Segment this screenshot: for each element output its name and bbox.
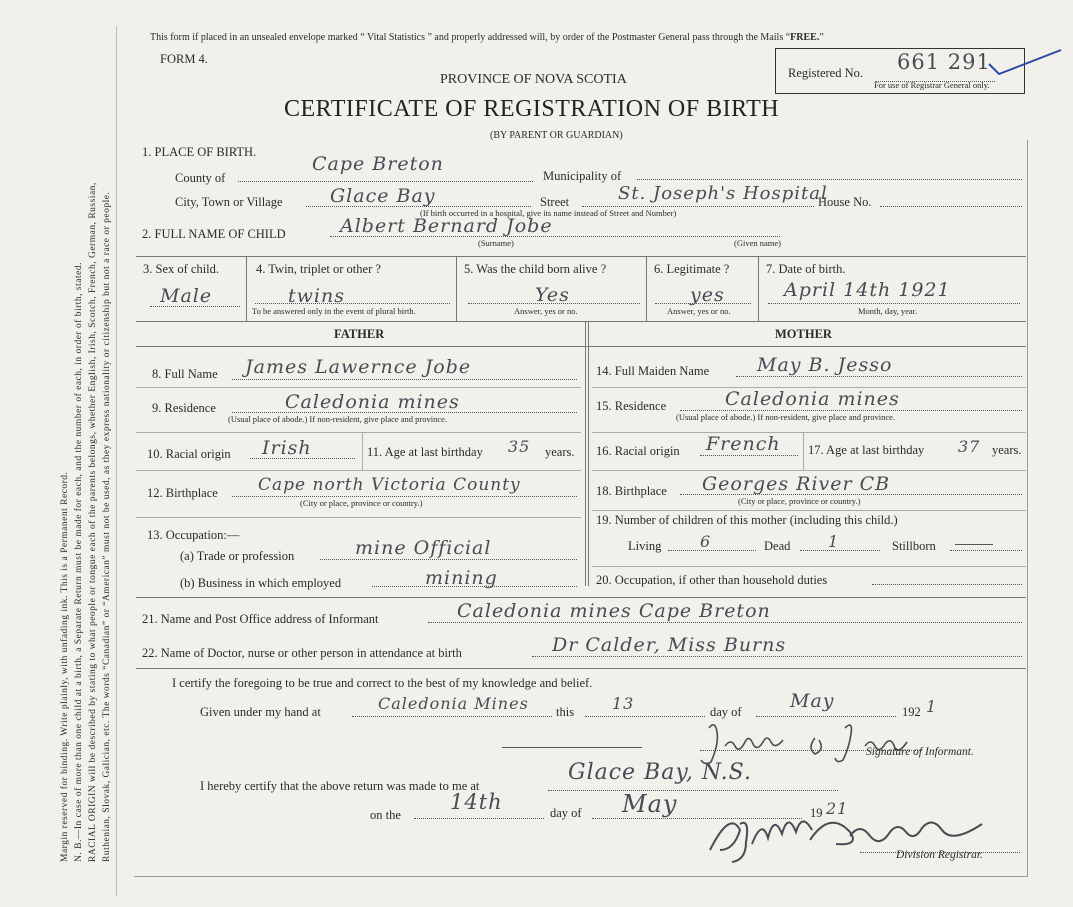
- father-occupation-label: 13. Occupation:—: [147, 528, 240, 542]
- county-line: [238, 181, 533, 182]
- mother-age-divider: [803, 432, 804, 470]
- given-name-caption: (Given name): [734, 238, 781, 248]
- registrar-place: Glace Bay, N.S.: [568, 760, 752, 785]
- mother-row-rule-4: [592, 510, 1026, 511]
- mother-heading: MOTHER: [775, 327, 832, 341]
- father-birthplace-line: [232, 496, 577, 497]
- street-label: Street: [540, 195, 570, 209]
- municipality-label: Municipality of: [543, 169, 622, 183]
- sex-line: [150, 306, 240, 307]
- mother-birthplace-note: (City or place, province or country.): [738, 496, 861, 506]
- registrar-title: Division Registrar.: [896, 849, 983, 861]
- father-residence-note: (Usual place of abode.) If non-resident, give place and province.: [228, 414, 448, 424]
- margin-line-1: Margin reserved for binding. Write plainly, with unfading ink. This is a Permanent Record.: [60, 471, 70, 862]
- father-age-years: years.: [545, 445, 575, 459]
- row-rule-bottom: [136, 321, 1026, 322]
- registered-number: 661 291: [897, 50, 991, 74]
- street-value: St. Joseph's Hospital: [618, 183, 828, 204]
- father-row-rule-3: [136, 470, 581, 471]
- father-residence-value: Caledonia mines: [285, 391, 460, 413]
- twin-line: [255, 303, 450, 304]
- certify-rule: [136, 668, 1026, 669]
- city-label: City, Town or Village: [175, 195, 283, 209]
- parents-divider-2: [588, 321, 589, 586]
- stillborn-label: Stillborn: [892, 539, 936, 553]
- mother-birthplace-line: [680, 494, 1022, 495]
- alive-label: 5. Was the child born alive ?: [464, 262, 607, 276]
- father-birthplace-value: Cape north Victoria County: [258, 475, 521, 495]
- mother-age-value: 37: [958, 437, 981, 456]
- mother-row-rule-5: [592, 566, 1026, 567]
- this-label: this: [556, 705, 575, 719]
- mother-residence-label: 15. Residence: [596, 399, 667, 413]
- registrar-statement: I hereby certify that the above return was made to me at: [200, 779, 480, 793]
- legitimate-line: [655, 303, 751, 304]
- mother-name-value: May B. Jesso: [757, 354, 893, 376]
- on-the-label: on the: [370, 808, 401, 822]
- legitimate-value: yes: [690, 284, 725, 306]
- registered-label: Registered No.: [788, 66, 863, 80]
- registrar-day-line: [414, 818, 544, 819]
- registrar-year-prefix: 19: [810, 806, 823, 820]
- birth-date-note: Month, day, year.: [858, 306, 918, 316]
- father-race-line: [250, 458, 355, 459]
- mother-race-label: 16. Racial origin: [596, 444, 680, 458]
- father-row-rule-1: [136, 387, 581, 388]
- father-residence-line: [232, 412, 577, 413]
- given-day-line: [585, 716, 705, 717]
- given-day: 13: [612, 694, 635, 713]
- city-value: Glace Bay: [330, 185, 436, 207]
- informant-line: [428, 622, 1022, 623]
- father-name-value: James Lawernce Jobe: [245, 356, 472, 378]
- row-divider-3: [646, 256, 647, 321]
- informant-signature-left-rule: [502, 747, 642, 748]
- mother-occupation-label: 20. Occupation, if other than household duties: [596, 573, 828, 587]
- registrar-signature: [700, 810, 1000, 872]
- registrar-note: For use of Registrar General only.: [874, 80, 990, 90]
- hospital-note: (If birth occurred in a hospital, give its name instead of Street and Number): [420, 208, 677, 218]
- mail-notice-end: ”: [819, 32, 824, 43]
- registrar-day-of-label: day of: [550, 806, 582, 820]
- children-label: 19. Number of children of this mother (including this child.): [596, 513, 898, 527]
- doctor-label: 22. Name of Doctor, nurse or other person in attendance at birth: [142, 646, 462, 660]
- given-year-prefix: 192: [902, 705, 921, 719]
- dead-line: [800, 550, 880, 551]
- city-line: [306, 206, 531, 207]
- province-heading: PROVINCE OF NOVA SCOTIA: [440, 72, 627, 87]
- row-rule-top: [136, 256, 1026, 257]
- margin-line-2: N. B.—In case of more than one child at a birth, a Separate Return must be made for each, and the number of each, in order of birth, stated.: [74, 262, 84, 862]
- alive-value: Yes: [535, 284, 570, 306]
- mother-birthplace-label: 18. Birthplace: [596, 484, 667, 498]
- parents-divider: [585, 321, 586, 586]
- mother-row-rule-2: [592, 432, 1026, 433]
- given-month-line: [756, 716, 896, 717]
- twin-note: To be answered only in the event of plural birth.: [252, 306, 416, 316]
- street-line: [582, 206, 814, 207]
- business-line: [372, 586, 577, 587]
- parents-bottom-rule: [136, 597, 1026, 598]
- father-birthplace-label: 12. Birthplace: [147, 486, 218, 500]
- registrar-place-line: [548, 790, 838, 791]
- father-race-value: Irish: [262, 437, 312, 459]
- certificate-title: CERTIFICATE OF REGISTRATION OF BIRTH: [284, 96, 780, 122]
- margin-instructions: [56, 0, 136, 907]
- doctor-line: [532, 656, 1022, 657]
- mail-notice-free: FREE.: [790, 32, 820, 43]
- house-line: [880, 206, 1022, 207]
- mother-name-line: [736, 376, 1022, 377]
- check-mark: [985, 44, 1065, 80]
- business-label: (b) Business in which employed: [180, 576, 342, 590]
- father-age-divider: [362, 432, 363, 470]
- child-name-value: Albert Bernard Jobe: [340, 215, 553, 237]
- given-label: Given under my hand at: [200, 705, 321, 719]
- mother-residence-value: Caledonia mines: [725, 388, 900, 410]
- trade-line: [320, 559, 577, 560]
- dead-value: 1: [828, 532, 840, 551]
- informant-label: 21. Name and Post Office address of Informant: [142, 612, 379, 626]
- living-label: Living: [628, 539, 662, 553]
- given-year-suffix: 1: [926, 697, 938, 716]
- given-place-line: [352, 716, 552, 717]
- informant-value: Caledonia mines Cape Breton: [457, 600, 771, 622]
- parents-rule: [136, 346, 1026, 347]
- informant-signature-label: Signature of Informant.: [866, 746, 974, 758]
- house-label: House No.: [818, 195, 872, 209]
- business-value: mining: [425, 567, 498, 589]
- father-age-label: 11. Age at last birthday: [367, 445, 483, 459]
- form-number: FORM 4.: [160, 52, 208, 66]
- alive-line: [468, 303, 640, 304]
- legitimate-note: Answer, yes or no.: [667, 306, 731, 316]
- given-place: Caledonia Mines: [378, 694, 529, 713]
- father-name-label: 8. Full Name: [152, 367, 218, 381]
- father-residence-label: 9. Residence: [152, 401, 216, 415]
- twin-label: 4. Twin, triplet or other ?: [256, 262, 381, 276]
- mother-age-label: 17. Age at last birthday: [808, 443, 925, 457]
- birth-date-label: 7. Date of birth.: [766, 262, 846, 276]
- margin-line-4: Ruthenian, Slovak, Galician, etc. The words “Canadian” or “American” must not be used, as they express nationality or citizenship but not a race or people.: [102, 191, 112, 862]
- father-age-value: 35: [508, 437, 531, 456]
- birth-date-value: April 14th 1921: [784, 279, 951, 301]
- father-row-rule-2: [136, 432, 581, 433]
- place-section-label: 1. PLACE OF BIRTH.: [142, 145, 257, 159]
- father-heading: FATHER: [334, 327, 385, 341]
- father-race-label: 10. Racial origin: [147, 447, 231, 461]
- registrar-day: 14th: [450, 790, 503, 814]
- child-name-line: [330, 236, 780, 237]
- county-value: Cape Breton: [312, 153, 444, 175]
- sex-label: 3. Sex of child.: [143, 262, 220, 276]
- mother-row-rule-3: [592, 470, 1026, 471]
- certify-statement: I certify the foregoing to be true and correct to the best of my knowledge and belief.: [172, 676, 593, 690]
- sex-value: Male: [160, 285, 213, 307]
- father-row-rule-4: [136, 517, 581, 518]
- dead-label: Dead: [764, 539, 791, 553]
- municipality-line: [637, 179, 1022, 180]
- living-value: 6: [700, 532, 712, 551]
- row-divider-4: [758, 256, 759, 321]
- registrar-year-suffix: 21: [826, 799, 849, 818]
- county-label: County of: [175, 171, 226, 185]
- margin-rule: [116, 26, 117, 896]
- mother-race-line: [700, 455, 798, 456]
- doctor-value: Dr Calder, Miss Burns: [552, 634, 787, 656]
- row-divider-1: [246, 256, 247, 321]
- row-divider-2: [456, 256, 457, 321]
- margin-line-3: RACIAL ORIGIN will be described by stating to what people or tongue each of the parents belongs, whether English, Irish, Scotch, French, German, Russian,: [88, 182, 98, 862]
- trade-label: (a) Trade or profession: [180, 549, 295, 563]
- registrar-month: May: [622, 790, 678, 818]
- mother-race-value: French: [706, 433, 781, 455]
- alive-note: Answer, yes or no.: [514, 306, 578, 316]
- child-name-label: 2. FULL NAME OF CHILD: [142, 227, 286, 241]
- stillborn-line: [950, 550, 1022, 551]
- living-line: [668, 550, 756, 551]
- surname-caption: (Surname): [478, 238, 514, 248]
- mother-residence-line: [680, 410, 1022, 411]
- mother-age-years: years.: [992, 443, 1022, 457]
- mail-notice: [150, 32, 824, 43]
- trade-value: mine Official: [355, 537, 492, 559]
- father-name-line: [232, 379, 577, 380]
- given-day-of-label: day of: [710, 705, 742, 719]
- mail-notice-text: This form if placed in an unsealed envelope marked “ Vital Statistics ” and properly addressed will, by order of the Postmaster General pass through the Mails “: [150, 32, 791, 43]
- given-month: May: [790, 690, 835, 712]
- legitimate-label: 6. Legitimate ?: [654, 262, 730, 276]
- stillborn-dash: [955, 544, 993, 545]
- mother-name-label: 14. Full Maiden Name: [596, 364, 710, 378]
- twin-value: twins: [288, 285, 345, 307]
- mother-occupation-line: [872, 584, 1022, 585]
- mother-residence-note: (Usual place of abode.) If non-resident, give place and province.: [676, 412, 896, 422]
- certificate-subtitle: (BY PARENT OR GUARDIAN): [490, 130, 623, 141]
- father-birthplace-note: (City or place, province or country.): [300, 498, 423, 508]
- mother-birthplace-value: Georges River CB: [702, 473, 891, 495]
- birth-date-line: [768, 303, 1020, 304]
